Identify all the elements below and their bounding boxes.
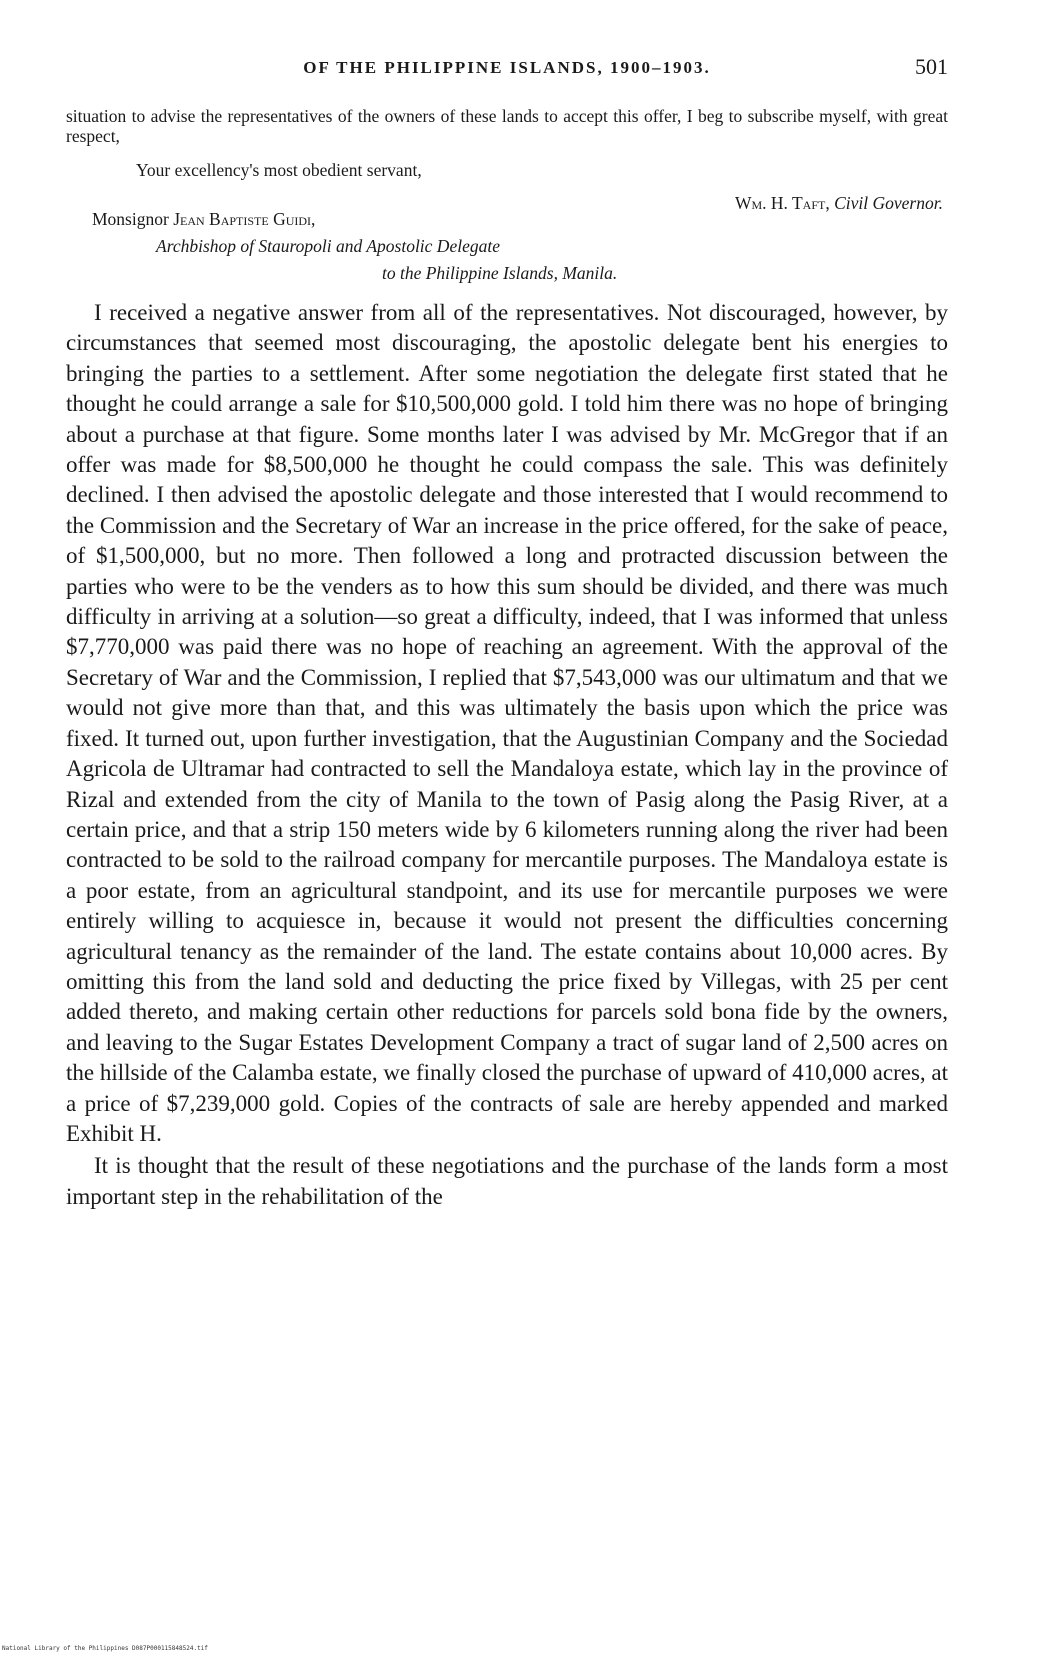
running-head: OF THE PHILIPPINE ISLANDS, 1900–1903. xyxy=(303,58,711,77)
addressee-line-3: to the Philippine Islands, Manila. xyxy=(382,263,618,283)
addressee-line-2: Archbishop of Stauropoli and Apostolic Delegate xyxy=(156,236,500,256)
page-header xyxy=(66,54,948,84)
letter-addressee xyxy=(92,206,617,287)
signature-title: Civil Governor. xyxy=(834,193,943,213)
letter-closing xyxy=(66,106,948,146)
addressee-name: Jean Baptiste Guidi, xyxy=(173,209,316,229)
body-paragraph-1: I received a negative answer from all of the representatives. Not discouraged, however, by circumstances that seemed most discouraging, the apostolic delegate bent his energies to bringing the parties to a settlement. After some negotiation the delegate first stated that he thought he could arrange a sale for $10,500,000 gold. I told him there was no hope of bringing about a purchase at that figure. Some months later I was advised by Mr. McGregor that if an offer was made for $8,500,000 he thought he could compass the sale. This was definitely declined. I then advised the apostolic delegate and those interested that I would recommend to the Commission and the Secretary of War an increase in the price offered, for the sake of peace, of $1,500,000, but no more. Then followed a long and protracted discussion between the parties who were to be the venders as to how this sum should be divided, and there was much difficulty in arriving at a solution—so great a difficulty, indeed, that I was informed that unless $7,770,000 was paid there was no hope of reaching an agreement. With the approval of the Secretary of War and the Commission, I replied that $7,543,000 was our ultimatum and that we would not give more than that, and this was ultimately the basis upon which the price was fixed. It turned out, upon further investigation, that the Augustinian Company and the Sociedad Agricola de Ultramar had contracted to sell the Mandaloya estate, which lay in the province of Rizal and extended from the city of Manila to the town of Pasig along the Pasig River, at a certain price, and that a strip 150 meters wide by 6 kilometers running along the river had been contracted to be sold to the railroad company for mercantile purposes. The Mandaloya estate is a poor estate, from an agricultural standpoint, and its use for mercantile purposes we were entirely willing to acquiesce in, because it would not present the difficulties concerning agricultural tenancy as the remainder of the land. The estate contains about 10,000 acres. By omitting this from the land sold and deducting the price fixed by Villegas, with 25 per cent added thereto, and making certain other reductions for parcels sold bona fide by the owners, and leaving to the Sugar Estates Development Company a tract of sugar land of 2,500 acres on the hillside of the Calamba estate, we finally closed the purchase of upward of 410,000 acres, at a price of $7,239,000 gold. Copies of the contracts of sale are hereby appended and marked Exhibit H. xyxy=(66,300,949,1146)
letter-closing-text: situation to advise the representatives of the owners of these lands to accept this offer, I beg to subscribe myself, with great respect, xyxy=(66,106,948,146)
body-paragraph-2: It is thought that the result of these negotiations and the purchase of the lands form a most important step in the rehabilitation of the xyxy=(66,1153,948,1209)
body-text xyxy=(66,298,948,1212)
signature-name: Wm. H. Taft, xyxy=(734,193,830,213)
scan-footer: National Library of the Philippines D087P000115848524.tif xyxy=(2,1645,208,1652)
addressee-line-1 xyxy=(92,206,617,233)
addressee-honorific: Monsignor xyxy=(92,209,169,229)
page-number: 501 xyxy=(915,54,948,79)
letter-signature xyxy=(735,193,943,214)
letter-closing-line: Your excellency's most obedient servant, xyxy=(136,160,422,180)
